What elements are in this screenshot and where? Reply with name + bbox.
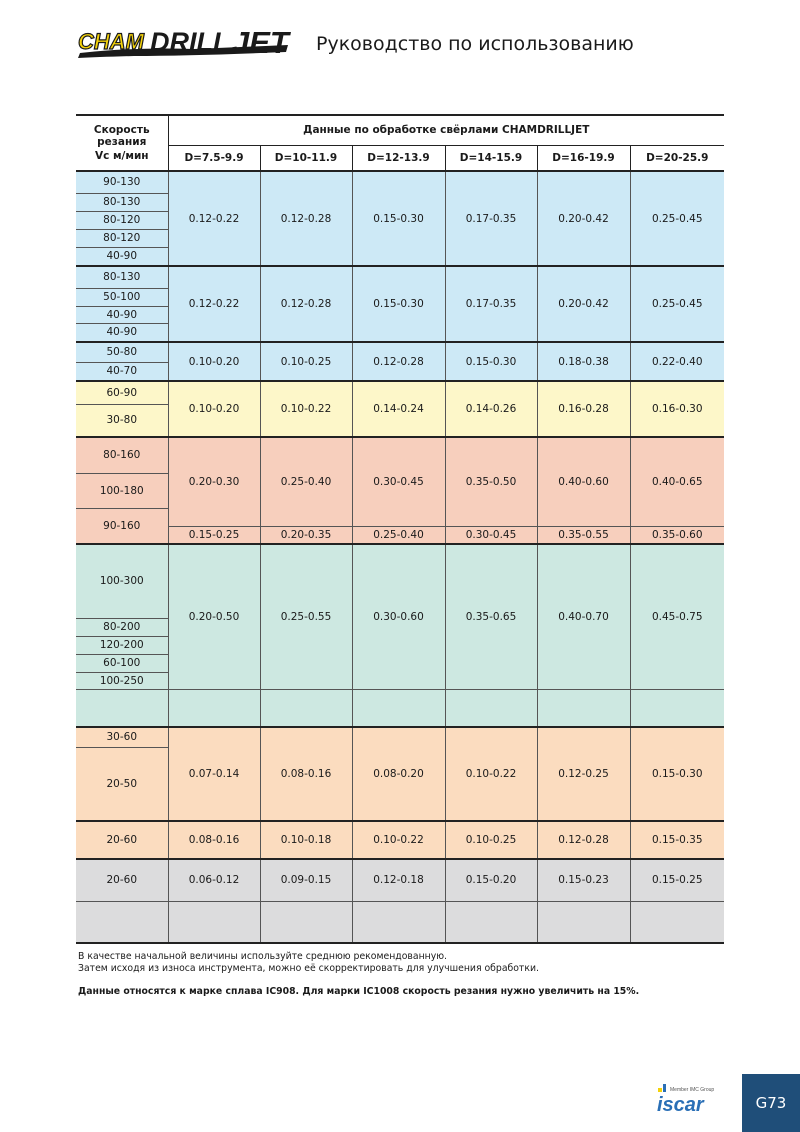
table-row — [76, 437, 724, 473]
feed-cell: 0.12-0.28 — [260, 266, 352, 342]
feed-cell: 0.10-0.22 — [352, 821, 445, 859]
feed-cell: 0.10-0.20 — [168, 381, 260, 437]
speed-cell: 80-130 — [76, 266, 168, 288]
iscar-tagline: Member IMC Group — [670, 1087, 715, 1093]
speed-cell: 30-60 — [76, 727, 168, 747]
table-row — [76, 266, 724, 288]
speed-cell: 90-130 — [76, 171, 168, 193]
note-line-2: Затем исходя из износа инструмента, можно её скорректировать для улучшения обработки. — [78, 963, 539, 974]
speed-cell: 100-180 — [76, 473, 168, 508]
feed-cell: 0.12-0.28 — [352, 342, 445, 381]
table-row — [76, 342, 724, 362]
feed-cell: 0.15-0.23 — [537, 859, 630, 901]
speed-header-line2: резания — [97, 136, 147, 148]
feed-cell: 0.15-0.35 — [630, 821, 724, 859]
speed-header-line1: Скорость — [93, 124, 150, 136]
grade-note: Данные относятся к марке сплава IC908. Для марки IC1008 скорость резания нужно увеличить на 15%. — [78, 986, 640, 997]
feed-cell: 0.25-0.40 — [260, 437, 352, 526]
notes — [78, 951, 539, 975]
speed-cell: 80-200 — [76, 618, 168, 636]
speed-cell: 20-60 — [76, 821, 168, 859]
feed-cell: 0.15-0.30 — [445, 342, 537, 381]
table-row — [76, 859, 724, 901]
feed-cell: 0.30-0.45 — [352, 437, 445, 526]
note-line-1: В качестве начальной величины используйте среднюю рекомендованную. — [78, 951, 448, 962]
diameter-header: D=10-11.9 — [260, 145, 352, 171]
feed-cell: 0.09-0.15 — [260, 859, 352, 901]
feed-cell: 0.10-0.25 — [260, 342, 352, 381]
table-row — [76, 821, 724, 859]
feed-cell: 0.20-0.30 — [168, 437, 260, 526]
feed-cell: 0.07-0.14 — [168, 727, 260, 821]
speed-cell: 80-160 — [76, 437, 168, 473]
speed-cell: 20-50 — [76, 747, 168, 821]
chamdrilljet-logo — [74, 25, 294, 65]
speed-cell: 80-120 — [76, 211, 168, 229]
logo-cham-text: CHAM — [78, 29, 144, 54]
feed-cell: 0.25-0.45 — [630, 266, 724, 342]
feed-cell: 0.15-0.20 — [445, 859, 537, 901]
feed-cell: 0.17-0.35 — [445, 171, 537, 266]
group-header: Данные по обработке свёрлами CHAMDRILLJET — [168, 115, 724, 145]
diameter-header: D=14-15.9 — [445, 145, 537, 171]
feed-cell: 0.40-0.60 — [537, 437, 630, 526]
speed-cell: 40-90 — [76, 247, 168, 266]
feed-cell: 0.25-0.45 — [630, 171, 724, 266]
feed-cell: 0.10-0.20 — [168, 342, 260, 381]
feed-cell: 0.08-0.16 — [168, 821, 260, 859]
feed-cell: 0.35-0.65 — [445, 544, 537, 689]
table-row — [76, 171, 724, 193]
feed-cell: 0.30-0.60 — [352, 544, 445, 689]
feed-cell: 0.10-0.25 — [445, 821, 537, 859]
speed-cell: 40-70 — [76, 362, 168, 381]
feed-cell: 0.16-0.28 — [537, 381, 630, 437]
diameter-header: D=7.5-9.9 — [168, 145, 260, 171]
page-number-tab — [742, 1074, 800, 1132]
logo-jet-text: JET — [232, 25, 289, 60]
speed-cell: 20-60 — [76, 859, 168, 901]
table-row — [76, 381, 724, 404]
feed-cell: 0.15-0.30 — [352, 171, 445, 266]
feed-cell: 0.20-0.42 — [537, 171, 630, 266]
speed-cell: 50-100 — [76, 288, 168, 306]
feed-cell: 0.30-0.45 — [445, 526, 537, 544]
feed-cell: 0.08-0.16 — [260, 727, 352, 821]
feed-cell: 0.20-0.35 — [260, 526, 352, 544]
speed-cell: 120-200 — [76, 636, 168, 654]
feed-cell: 0.20-0.50 — [168, 544, 260, 689]
feed-cell: 0.12-0.25 — [537, 727, 630, 821]
feed-cell: 0.16-0.30 — [630, 381, 724, 437]
speed-cell: 50-80 — [76, 342, 168, 362]
speed-cell: 100-250 — [76, 672, 168, 689]
logo-drill-text: DRILL — [150, 27, 230, 57]
diameter-header: D=20-25.9 — [630, 145, 724, 171]
feed-cell: 0.15-0.30 — [630, 727, 724, 821]
feed-cell: 0.10-0.22 — [260, 381, 352, 437]
table-row-empty — [76, 901, 724, 943]
feed-cell: 0.08-0.20 — [352, 727, 445, 821]
feed-cell: 0.45-0.75 — [630, 544, 724, 689]
feed-cell: 0.12-0.18 — [352, 859, 445, 901]
feed-cell: 0.10-0.22 — [445, 727, 537, 821]
feed-cell: 0.12-0.22 — [168, 266, 260, 342]
feed-cell: 0.35-0.50 — [445, 437, 537, 526]
speed-cell: 90-160 — [76, 508, 168, 544]
feed-cell: 0.10-0.18 — [260, 821, 352, 859]
feed-cell: 0.14-0.26 — [445, 381, 537, 437]
feed-cell: 0.17-0.35 — [445, 266, 537, 342]
table-row-empty — [76, 689, 724, 727]
feed-cell: 0.35-0.55 — [537, 526, 630, 544]
feed-cell: 0.06-0.12 — [168, 859, 260, 901]
speed-cell: 30-80 — [76, 404, 168, 437]
feed-cell: 0.15-0.30 — [352, 266, 445, 342]
speed-cell: 100-300 — [76, 544, 168, 618]
table-row — [76, 727, 724, 747]
feed-cell: 0.40-0.70 — [537, 544, 630, 689]
feed-cell: 0.12-0.28 — [537, 821, 630, 859]
feed-cell: 0.22-0.40 — [630, 342, 724, 381]
speed-cell: 60-90 — [76, 381, 168, 404]
speed-cell: 60-100 — [76, 654, 168, 672]
feed-cell: 0.15-0.25 — [168, 526, 260, 544]
speed-cell: 40-90 — [76, 306, 168, 323]
feed-cell: 0.12-0.28 — [260, 171, 352, 266]
diameter-header: D=16-19.9 — [537, 145, 630, 171]
iscar-logo — [656, 1082, 736, 1114]
feed-cell: 0.25-0.40 — [352, 526, 445, 544]
speed-cell: 80-120 — [76, 229, 168, 247]
speed-cell: 80-130 — [76, 193, 168, 211]
feed-cell: 0.20-0.42 — [537, 266, 630, 342]
feed-cell: 0.35-0.60 — [630, 526, 724, 544]
speed-cell: 40-90 — [76, 323, 168, 342]
table-row — [76, 526, 724, 544]
feed-cell: 0.18-0.38 — [537, 342, 630, 381]
speed-header — [76, 115, 168, 171]
feed-cell: 0.40-0.65 — [630, 437, 724, 526]
diameter-header: D=12-13.9 — [352, 145, 445, 171]
feed-cell: 0.14-0.24 — [352, 381, 445, 437]
iscar-logo-text: iscar — [657, 1094, 704, 1114]
speed-header-line3: Vc м/мин — [94, 150, 149, 162]
feed-cell: 0.15-0.25 — [630, 859, 724, 901]
table-row — [76, 544, 724, 618]
page-number: G73 — [755, 1094, 787, 1112]
feed-cell: 0.25-0.55 — [260, 544, 352, 689]
cutting-data-table — [76, 114, 724, 944]
page-title: Руководство по использованию — [316, 33, 634, 55]
feed-cell: 0.12-0.22 — [168, 171, 260, 266]
